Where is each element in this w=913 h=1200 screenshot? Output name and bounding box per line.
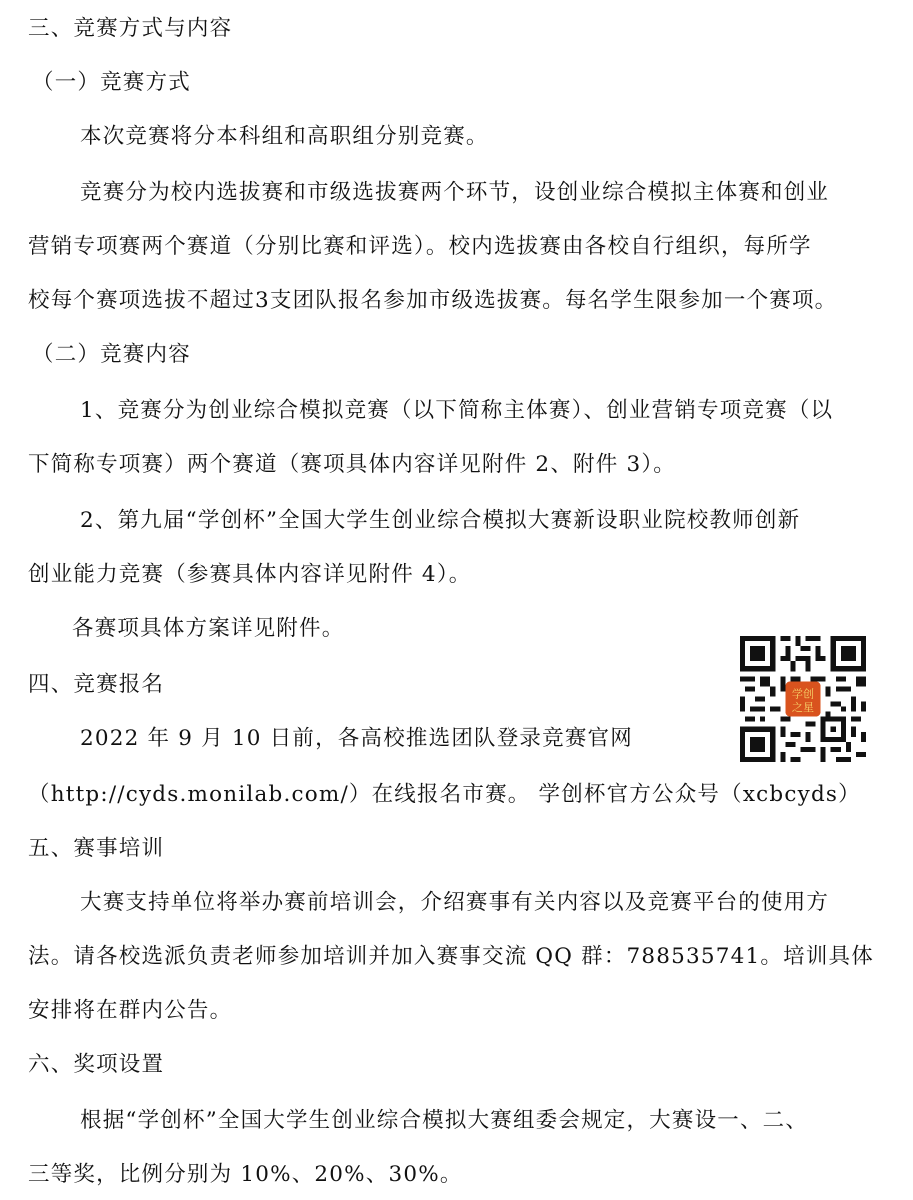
paragraph: 各赛项具体方案详见附件。 bbox=[72, 616, 345, 641]
subsection-1-heading: （一）竞赛方式 bbox=[32, 70, 191, 95]
section-3-heading: 三、竞赛方式与内容 bbox=[28, 16, 233, 41]
paragraph-line: 2022 年 9 月 10 日前，各高校推选团队登录竞赛官网 bbox=[80, 726, 633, 751]
section-5-heading: 五、赛事培训 bbox=[28, 836, 165, 861]
qr-badge-text-top: 学创 bbox=[791, 687, 815, 701]
section-4-heading: 四、竞赛报名 bbox=[28, 672, 165, 697]
section-6-heading: 六、奖项设置 bbox=[28, 1052, 165, 1077]
paragraph-line: 校每个赛项选拔不超过3支团队报名参加市级选拔赛。每名学生限参加一个赛项。 bbox=[28, 288, 838, 313]
paragraph-line: 创业能力竞赛（参赛具体内容详见附件 4）。 bbox=[28, 562, 472, 587]
paragraph-line: 竞赛分为校内选拔赛和市级选拔赛两个环节，设创业综合模拟主体赛和创业 bbox=[80, 180, 830, 205]
qr-code-icon bbox=[740, 636, 866, 762]
paragraph-line: 大赛支持单位将举办赛前培训会，介绍赛事有关内容以及竞赛平台的使用方 bbox=[80, 890, 830, 915]
paragraph-line: 营销专项赛两个赛道（分别比赛和评选）。校内选拔赛由各校自行组织，每所学 bbox=[28, 234, 812, 259]
paragraph: 本次竞赛将分本科组和高职组分别竞赛。 bbox=[80, 124, 489, 149]
paragraph-line: 1、竞赛分为创业综合模拟竞赛（以下简称主体赛）、创业营销专项竞赛（以 bbox=[80, 398, 834, 423]
subsection-2-heading: （二）竞赛内容 bbox=[32, 342, 191, 367]
paragraph-line: （http://cyds.monilab.com/）在线报名市赛。 学创杯官方公众号（xcbcyds） bbox=[28, 782, 861, 807]
paragraph-line: 安排将在群内公告。 bbox=[28, 998, 233, 1023]
paragraph-line: 下简称专项赛）两个赛道（赛项具体内容详见附件 2、附件 3）。 bbox=[28, 452, 676, 477]
paragraph-line: 根据“学创杯”全国大学生创业综合模拟大赛组委会规定，大赛设一、二、 bbox=[80, 1108, 809, 1133]
paragraph-line: 法。请各校选派负责老师参加培训并加入赛事交流 QQ 群：788535741。培训具体 bbox=[28, 944, 874, 969]
paragraph-line: 2、第九届“学创杯”全国大学生创业综合模拟大赛新设职业院校教师创新 bbox=[80, 508, 801, 533]
paragraph-line: 三等奖，比例分别为 10%、20%、30%。 bbox=[28, 1162, 463, 1187]
qr-badge-text-bottom: 之星 bbox=[791, 701, 815, 715]
